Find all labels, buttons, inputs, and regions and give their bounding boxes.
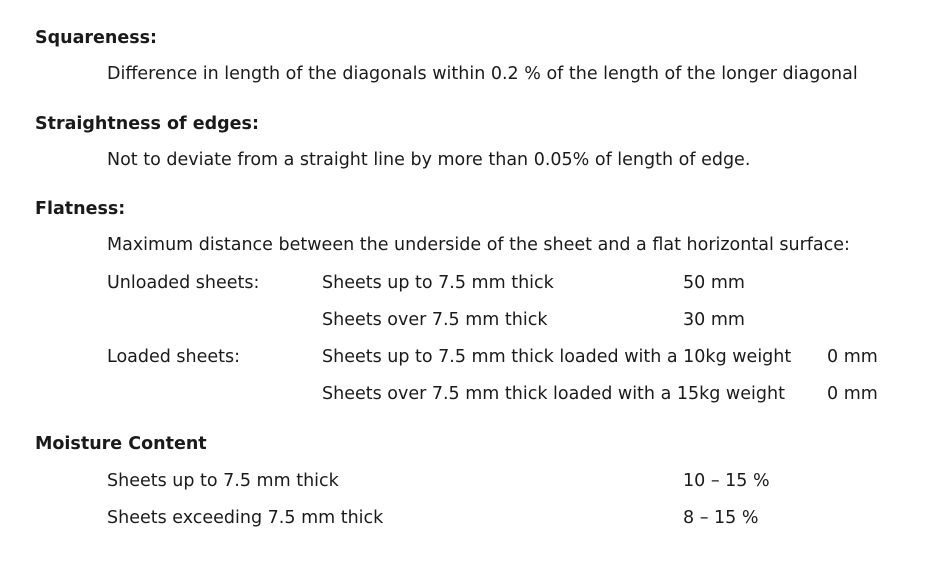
flatness-row-value: 30 mm bbox=[683, 310, 745, 330]
flatness-row-desc: Sheets over 7.5 mm thick bbox=[322, 310, 548, 330]
moisture-row-value: 10 – 15 % bbox=[683, 471, 770, 491]
flatness-row-desc: Sheets up to 7.5 mm thick loaded with a 10kg weight bbox=[322, 347, 792, 367]
moisture-heading: Moisture Content bbox=[35, 434, 207, 454]
loaded-sheets-label: Loaded sheets: bbox=[107, 347, 241, 367]
moisture-row-desc: Sheets up to 7.5 mm thick bbox=[107, 471, 339, 491]
flatness-row-desc: Sheets over 7.5 mm thick loaded with a 15kg weight bbox=[322, 384, 785, 404]
flatness-row-value: 50 mm bbox=[683, 273, 745, 293]
unloaded-sheets-label: Unloaded sheets: bbox=[107, 273, 260, 293]
straightness-text: Not to deviate from a straight line by more than 0.05% of length of edge. bbox=[107, 150, 751, 170]
flatness-row-desc: Sheets up to 7.5 mm thick bbox=[322, 273, 554, 293]
straightness-heading: Straightness of edges: bbox=[35, 114, 259, 134]
squareness-heading: Squareness: bbox=[35, 28, 158, 48]
moisture-row-value: 8 – 15 % bbox=[683, 508, 759, 528]
flatness-intro: Maximum distance between the underside of the sheet and a flat horizontal surface: bbox=[107, 235, 850, 255]
flatness-row-value: 0 mm bbox=[827, 347, 878, 367]
flatness-row-value: 0 mm bbox=[827, 384, 878, 404]
moisture-row-desc: Sheets exceeding 7.5 mm thick bbox=[107, 508, 384, 528]
flatness-heading: Flatness: bbox=[35, 199, 126, 219]
squareness-text: Difference in length of the diagonals within 0.2 % of the length of the longer diagonal bbox=[107, 64, 858, 84]
